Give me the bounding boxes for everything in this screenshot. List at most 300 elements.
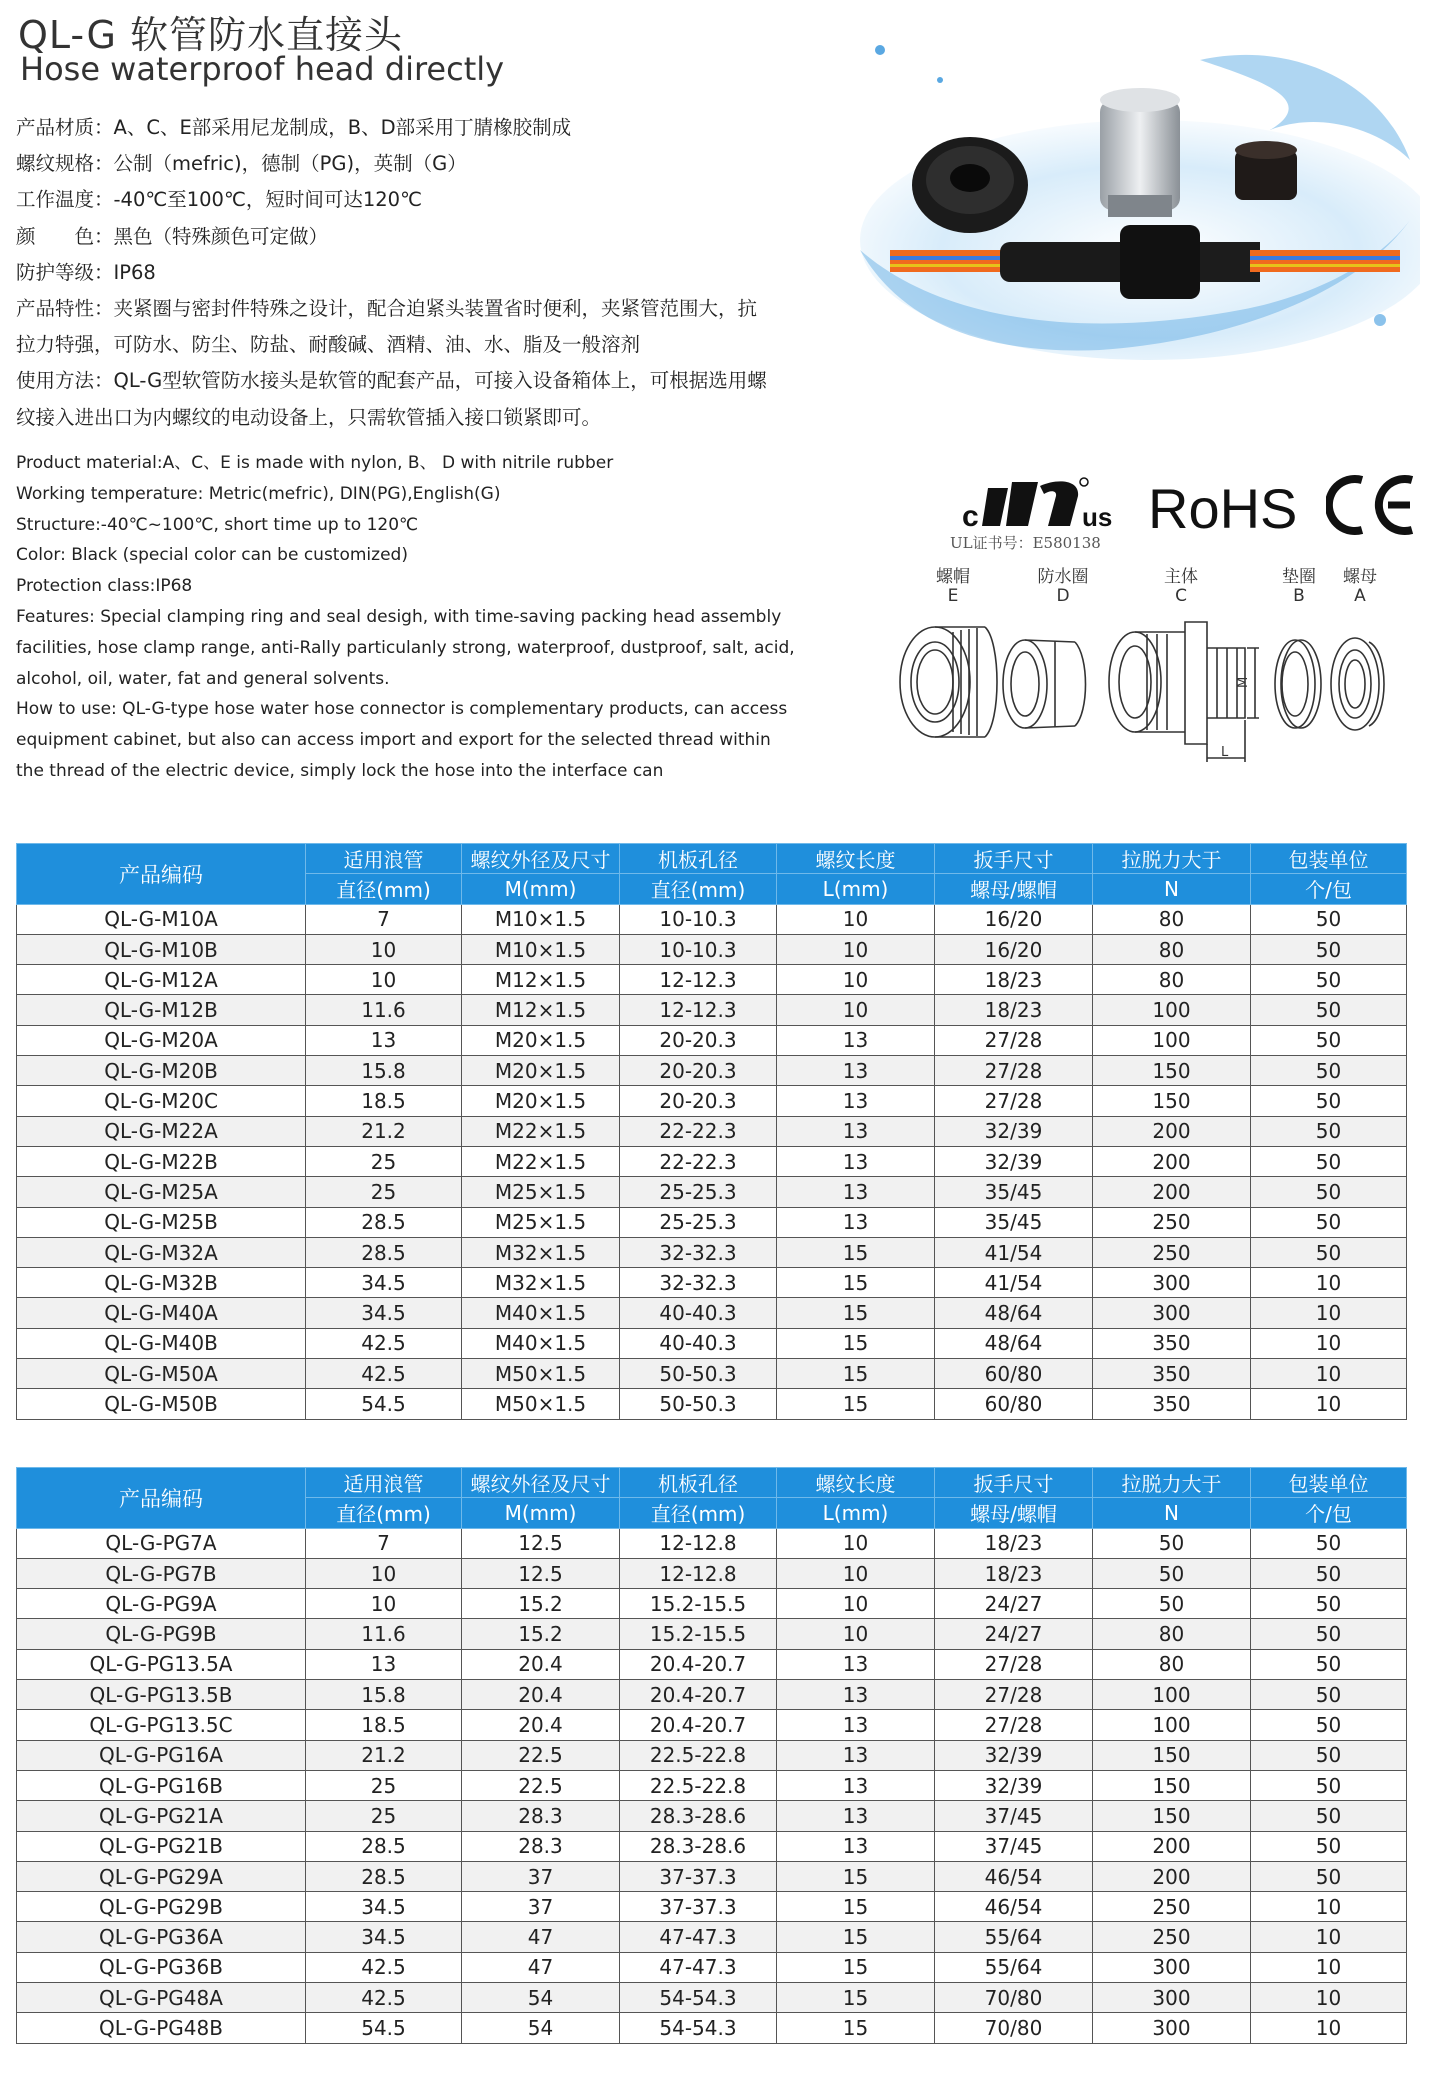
table-cell: 13 [777, 1740, 935, 1770]
table-row [17, 2013, 1407, 2043]
table-cell: 13 [777, 1770, 935, 1800]
table-row [17, 1558, 1407, 1588]
table-cell: 10 [1251, 1359, 1407, 1389]
ce-mark-icon [1326, 472, 1418, 538]
table-cell: 15 [777, 1359, 935, 1389]
table-cell: 21.2 [306, 1740, 462, 1770]
product-code-cell: QL-G-M22A [17, 1116, 306, 1146]
table-cell: 10 [306, 934, 462, 964]
table-cell: 10 [1251, 1983, 1407, 2013]
table-cell: 80 [1093, 965, 1251, 995]
table-row [17, 1710, 1407, 1740]
product-code-cell: QL-G-M50A [17, 1359, 306, 1389]
table-cell: 13 [306, 1649, 462, 1679]
table-cell: 42.5 [306, 1952, 462, 1982]
table-cell: 250 [1093, 1922, 1251, 1952]
table-cell: 27/28 [935, 1025, 1093, 1055]
silver-gland-photo [1100, 88, 1180, 217]
table-cell: 10 [1251, 1922, 1407, 1952]
table-cell: 27/28 [935, 1086, 1093, 1116]
lock-nut-drawing [1331, 638, 1384, 730]
table-cell: 80 [1093, 934, 1251, 964]
table-cell: 18/23 [935, 965, 1093, 995]
table-cell: 350 [1093, 1389, 1251, 1419]
table-cell: M10×1.5 [462, 904, 620, 934]
table-cell: 24/27 [935, 1619, 1093, 1649]
table-cell: 41/54 [935, 1237, 1093, 1267]
table-cell: 37-37.3 [620, 1861, 777, 1891]
table-cell: M40×1.5 [462, 1298, 620, 1328]
table-cell: 50 [1251, 1528, 1407, 1558]
table-cell: 46/54 [935, 1861, 1093, 1891]
table-cell: 15.2-15.5 [620, 1619, 777, 1649]
spec-en-line: the thread of the electric device, simply lock the hose into the interface can [16, 760, 664, 781]
table-cell: M12×1.5 [462, 965, 620, 995]
spec-en-line: Working temperature: Metric(mefric), DIN(PG),English(G) [16, 483, 501, 504]
product-code-cell: QL-G-PG13.5A [17, 1649, 306, 1679]
table-cell: 54 [462, 1983, 620, 2013]
spec-cn-line: 颜 色：黑色（特殊颜色可定做） [16, 224, 329, 248]
table-cell: 13 [777, 1649, 935, 1679]
table-cell: 13 [777, 1680, 935, 1710]
cap-nut-drawing [900, 627, 997, 737]
table-cell: 10 [777, 965, 935, 995]
rohs-mark: RoHS [1148, 477, 1298, 540]
table-cell: M22×1.5 [462, 1116, 620, 1146]
table-cell: 12-12.8 [620, 1528, 777, 1558]
table-cell: 22.5-22.8 [620, 1740, 777, 1770]
table-cell: 16/20 [935, 934, 1093, 964]
parts-exploded-drawing [895, 612, 1395, 767]
table-cell: 13 [777, 1116, 935, 1146]
table-cell: 42.5 [306, 1359, 462, 1389]
spec-en-block [16, 448, 816, 787]
table-header-row [17, 1468, 1407, 1498]
table-cell: 50-50.3 [620, 1389, 777, 1419]
table-cell: 12-12.8 [620, 1558, 777, 1588]
product-code-cell: QL-G-PG9A [17, 1589, 306, 1619]
spec-en-line: equipment cabinet, but also can access import and export for the selected thread within [16, 730, 771, 751]
header-cell: 包装单位 [1251, 844, 1407, 874]
table-cell: 54.5 [306, 2013, 462, 2043]
table-cell: 15 [777, 1328, 935, 1358]
table-cell: 10 [1251, 1298, 1407, 1328]
table-row [17, 1892, 1407, 1922]
table-row [17, 1056, 1407, 1086]
product-code-cell: QL-G-PG29A [17, 1861, 306, 1891]
table-cell: 13 [777, 1710, 935, 1740]
table-cell: 47 [462, 1922, 620, 1952]
header-unit-cell: 个/包 [1251, 874, 1407, 904]
header-cell: 适用浪管 [306, 844, 462, 874]
seal-drawing [1003, 640, 1086, 728]
table-cell: 24/27 [935, 1589, 1093, 1619]
table-cell: 20-20.3 [620, 1086, 777, 1116]
table-cell: 41/54 [935, 1268, 1093, 1298]
part-label-a: 螺母 A [1343, 567, 1377, 606]
product-code-cell: QL-G-M10B [17, 934, 306, 964]
product-code-cell: QL-G-M20C [17, 1086, 306, 1116]
table-cell: 13 [777, 1831, 935, 1861]
product-code-cell: QL-G-M32B [17, 1268, 306, 1298]
header-cell: 适用浪管 [306, 1468, 462, 1498]
table-row [17, 1619, 1407, 1649]
product-code-cell: QL-G-PG21B [17, 1831, 306, 1861]
table-row [17, 934, 1407, 964]
table-cell: 34.5 [306, 1892, 462, 1922]
table-cell: 10 [777, 1589, 935, 1619]
table-cell: 28.5 [306, 1861, 462, 1891]
table-cell: 28.3-28.6 [620, 1831, 777, 1861]
table-cell: 60/80 [935, 1359, 1093, 1389]
table-cell: 20.4-20.7 [620, 1710, 777, 1740]
part-label-b: 垫圈 B [1282, 567, 1316, 606]
svg-text:c: c [962, 500, 979, 533]
header-product-code: 产品编码 [17, 1468, 306, 1529]
table-cell: 20-20.3 [620, 1056, 777, 1086]
table-cell: 100 [1093, 1710, 1251, 1740]
spec-en-line: Product material:A、C、E is made with nylon, B、 D with nitrile rubber [16, 453, 614, 473]
table-cell: 54-54.3 [620, 2013, 777, 2043]
product-code-cell: QL-G-PG21A [17, 1801, 306, 1831]
spec-en-line: facilities, hose clamp range, anti-Rally particulanly strong, waterproof, dustproof, salt, acid, [16, 637, 795, 658]
spec-cn-line: 拉力特强，可防水、防尘、防盐、耐酸碱、酒精、油、水、脂及一般溶剂 [16, 333, 641, 357]
table-cell: 25-25.3 [620, 1207, 777, 1237]
table-cell: 15 [777, 1268, 935, 1298]
table-cell: 250 [1093, 1237, 1251, 1267]
table-row [17, 1268, 1407, 1298]
svg-text:us: us [1082, 502, 1113, 532]
table-cell: 300 [1093, 1268, 1251, 1298]
table-cell: 10 [306, 1558, 462, 1588]
table-cell: 150 [1093, 1770, 1251, 1800]
table-cell: 100 [1093, 1680, 1251, 1710]
table-cell: 15 [777, 1237, 935, 1267]
table-row [17, 1116, 1407, 1146]
table-cell: 13 [777, 1177, 935, 1207]
table-row [17, 1740, 1407, 1770]
product-code-cell: QL-G-M20A [17, 1025, 306, 1055]
table-cell: 50 [1251, 1207, 1407, 1237]
table-cell: 10-10.3 [620, 934, 777, 964]
header-cell: 螺纹外径及尺寸 [462, 844, 620, 874]
table-cell: 200 [1093, 1861, 1251, 1891]
table-cell: 10 [777, 904, 935, 934]
table-cell: 42.5 [306, 1983, 462, 2013]
table-cell: 34.5 [306, 1922, 462, 1952]
table-cell: 50 [1251, 1649, 1407, 1679]
header-cell: 机板孔径 [620, 1468, 777, 1498]
table-cell: 50 [1251, 1680, 1407, 1710]
product-code-cell: QL-G-PG7B [17, 1558, 306, 1588]
table-cell: 25-25.3 [620, 1177, 777, 1207]
table-cell: 80 [1093, 904, 1251, 934]
table-row [17, 1922, 1407, 1952]
product-code-cell: QL-G-PG29B [17, 1892, 306, 1922]
header-cell: 扳手尺寸 [935, 844, 1093, 874]
table-cell: 21.2 [306, 1116, 462, 1146]
table-cell: 47-47.3 [620, 1952, 777, 1982]
table-cell: 20.4 [462, 1680, 620, 1710]
table-cell: 37-37.3 [620, 1892, 777, 1922]
product-code-cell: QL-G-M40A [17, 1298, 306, 1328]
product-code-cell: QL-G-PG48A [17, 1983, 306, 2013]
table-cell: 50 [1251, 1861, 1407, 1891]
black-cap-photo [912, 137, 1028, 233]
table-cell: 150 [1093, 1086, 1251, 1116]
table-cell: 22-22.3 [620, 1116, 777, 1146]
table-cell: M20×1.5 [462, 1086, 620, 1116]
table-cell: 300 [1093, 1298, 1251, 1328]
product-code-cell: QL-G-PG7A [17, 1528, 306, 1558]
table-cell: 15 [777, 1298, 935, 1328]
product-code-cell: QL-G-PG36A [17, 1922, 306, 1952]
table-cell: 50 [1251, 965, 1407, 995]
header-unit-cell: L(mm) [777, 1498, 935, 1528]
table-cell: M25×1.5 [462, 1207, 620, 1237]
table-cell: 35/45 [935, 1207, 1093, 1237]
table-cell: 200 [1093, 1116, 1251, 1146]
table-cell: 40-40.3 [620, 1298, 777, 1328]
table-cell: 200 [1093, 1146, 1251, 1176]
header-unit-cell: 螺母/螺帽 [935, 1498, 1093, 1528]
table-cell: 250 [1093, 1892, 1251, 1922]
product-code-cell: QL-G-M25B [17, 1207, 306, 1237]
table-cell: 50 [1251, 1589, 1407, 1619]
table-cell: 37/45 [935, 1801, 1093, 1831]
part-label-d: 防水圈 D [1037, 567, 1089, 606]
table-cell: 20.4 [462, 1649, 620, 1679]
table-cell: 15.2-15.5 [620, 1589, 777, 1619]
table-cell: 10 [306, 1589, 462, 1619]
metric-spec-table [16, 843, 1407, 1420]
header-cell: 拉脱力大于 [1093, 844, 1251, 874]
table-cell: 70/80 [935, 2013, 1093, 2043]
header-cell: 螺纹长度 [777, 844, 935, 874]
table-cell: 50-50.3 [620, 1359, 777, 1389]
pg-spec-table [16, 1467, 1407, 2044]
header-unit-cell: M(mm) [462, 874, 620, 904]
black-ring-photo [1235, 141, 1297, 200]
table-cell: 350 [1093, 1359, 1251, 1389]
table-cell: 15 [777, 1861, 935, 1891]
table-cell: 28.3-28.6 [620, 1801, 777, 1831]
table-cell: 55/64 [935, 1952, 1093, 1982]
table-row [17, 1359, 1407, 1389]
table-cell: 20.4 [462, 1710, 620, 1740]
table-cell: 100 [1093, 995, 1251, 1025]
table-cell: 55/64 [935, 1922, 1093, 1952]
table-cell: 37 [462, 1892, 620, 1922]
table-cell: 15.8 [306, 1056, 462, 1086]
table-cell: 15.2 [462, 1619, 620, 1649]
table-row [17, 1389, 1407, 1419]
table-cell: 18/23 [935, 995, 1093, 1025]
table-cell: M40×1.5 [462, 1328, 620, 1358]
table-row [17, 995, 1407, 1025]
table-cell: 50 [1251, 1770, 1407, 1800]
header-unit-cell: N [1093, 1498, 1251, 1528]
table-cell: 15 [777, 1389, 935, 1419]
table-cell: 47-47.3 [620, 1922, 777, 1952]
product-code-cell: QL-G-PG9B [17, 1619, 306, 1649]
table-cell: 50 [1251, 1558, 1407, 1588]
table-cell: 150 [1093, 1740, 1251, 1770]
table-cell: 18.5 [306, 1710, 462, 1740]
header-unit-cell: 直径(mm) [620, 1498, 777, 1528]
header-unit-cell: N [1093, 874, 1251, 904]
table-cell: 250 [1093, 1207, 1251, 1237]
table-row [17, 1983, 1407, 2013]
table-cell: 18/23 [935, 1528, 1093, 1558]
table-cell: 50 [1251, 1177, 1407, 1207]
table-cell: 11.6 [306, 995, 462, 1025]
header-cell: 螺纹外径及尺寸 [462, 1468, 620, 1498]
svg-text:M: M [1236, 676, 1251, 688]
table-cell: 34.5 [306, 1298, 462, 1328]
table-cell: 200 [1093, 1177, 1251, 1207]
table-cell: 50 [1251, 1740, 1407, 1770]
product-photo [820, 20, 1420, 380]
table-row [17, 965, 1407, 995]
table-cell: M50×1.5 [462, 1389, 620, 1419]
table-cell: 13 [777, 1801, 935, 1831]
table-cell: 32/39 [935, 1770, 1093, 1800]
table-row [17, 1086, 1407, 1116]
table-cell: 25 [306, 1801, 462, 1831]
table-cell: 13 [777, 1146, 935, 1176]
table-row [17, 1801, 1407, 1831]
table-cell: 34.5 [306, 1268, 462, 1298]
table-cell: 10 [777, 1619, 935, 1649]
table-row [17, 1649, 1407, 1679]
table-cell: 28.5 [306, 1237, 462, 1267]
table-cell: 20-20.3 [620, 1025, 777, 1055]
table-cell: 10 [1251, 2013, 1407, 2043]
table-cell: M32×1.5 [462, 1237, 620, 1267]
table-cell: 13 [777, 1086, 935, 1116]
table-row [17, 1237, 1407, 1267]
table-cell: 15 [777, 1892, 935, 1922]
table-cell: 27/28 [935, 1056, 1093, 1086]
table-cell: 32/39 [935, 1116, 1093, 1146]
table-header-row [17, 844, 1407, 874]
table-row [17, 1025, 1407, 1055]
table-cell: 13 [777, 1056, 935, 1086]
table-cell: 22.5 [462, 1770, 620, 1800]
table-cell: 10 [306, 965, 462, 995]
spec-cn-line: 工作温度：-40℃至100℃，短时间可达120℃ [16, 188, 422, 212]
table-cell: M10×1.5 [462, 934, 620, 964]
ul-certificate-number: UL证书号：E580138 [950, 534, 1101, 552]
product-code-cell: QL-G-PG36B [17, 1952, 306, 1982]
table-cell: 54-54.3 [620, 1983, 777, 2013]
product-code-cell: QL-G-M12B [17, 995, 306, 1025]
table-cell: 7 [306, 904, 462, 934]
table-cell: 10 [1251, 1328, 1407, 1358]
table-cell: 15.8 [306, 1680, 462, 1710]
pg-table-body [17, 1528, 1407, 2043]
header-cell: 机板孔径 [620, 844, 777, 874]
table-cell: 32-32.3 [620, 1237, 777, 1267]
table-cell: 32/39 [935, 1740, 1093, 1770]
spec-cn-line: 螺纹规格：公制（mefric)，德制（PG)，英制（G） [16, 152, 467, 176]
table-row [17, 1680, 1407, 1710]
table-row [17, 904, 1407, 934]
table-cell: 50 [1093, 1528, 1251, 1558]
table-cell: 10 [1251, 1268, 1407, 1298]
header-unit-cell: 直径(mm) [306, 874, 462, 904]
title-en: Hose waterproof head directly [20, 50, 505, 88]
svg-text:L: L [1221, 745, 1229, 760]
spec-en-line: alcohol, oil, water, fat and general solvents. [16, 668, 390, 689]
table-cell: 50 [1251, 934, 1407, 964]
table-cell: 16/20 [935, 904, 1093, 934]
header-unit-cell: 直径(mm) [306, 1498, 462, 1528]
table-cell: 54 [462, 2013, 620, 2043]
table-cell: 42.5 [306, 1328, 462, 1358]
table-row [17, 1328, 1407, 1358]
header-unit-cell: L(mm) [777, 874, 935, 904]
table-cell: 37/45 [935, 1831, 1093, 1861]
table-cell: 50 [1093, 1558, 1251, 1588]
table-row [17, 1952, 1407, 1982]
spec-cn-line: 产品材质：A、C、E部采用尼龙制成，B、D部采用丁腈橡胶制成 [16, 116, 572, 139]
header-unit-cell: M(mm) [462, 1498, 620, 1528]
table-cell: 10 [777, 1528, 935, 1558]
product-code-cell: QL-G-M50B [17, 1389, 306, 1419]
table-row [17, 1589, 1407, 1619]
table-cell: 80 [1093, 1649, 1251, 1679]
table-cell: 13 [777, 1207, 935, 1237]
ul-listed-logo [960, 468, 1130, 538]
table-cell: 22-22.3 [620, 1146, 777, 1176]
table-cell: 28.3 [462, 1801, 620, 1831]
header-cell: 螺纹长度 [777, 1468, 935, 1498]
table-cell: 22.5-22.8 [620, 1770, 777, 1800]
metric-table-body [17, 904, 1407, 1419]
table-cell: 150 [1093, 1801, 1251, 1831]
product-code-cell: QL-G-PG48B [17, 2013, 306, 2043]
product-code-cell: QL-G-PG13.5C [17, 1710, 306, 1740]
spec-en-line: How to use: QL-G-type hose water hose connector is complementary products, can access [16, 699, 788, 720]
table-cell: 32-32.3 [620, 1268, 777, 1298]
table-cell: 12.5 [462, 1558, 620, 1588]
table-cell: 11.6 [306, 1619, 462, 1649]
washer-drawing [1275, 640, 1321, 728]
table-cell: M20×1.5 [462, 1056, 620, 1086]
table-cell: 12-12.3 [620, 995, 777, 1025]
product-code-cell: QL-G-PG16B [17, 1770, 306, 1800]
part-label-e: 螺帽 E [936, 567, 970, 606]
product-code-cell: QL-G-M25A [17, 1177, 306, 1207]
body-drawing [1109, 622, 1259, 762]
table-cell: 28.5 [306, 1207, 462, 1237]
table-cell: 27/28 [935, 1649, 1093, 1679]
table-cell: 46/54 [935, 1892, 1093, 1922]
table-cell: 70/80 [935, 1983, 1093, 2013]
table-cell: 25 [306, 1146, 462, 1176]
table-cell: 150 [1093, 1056, 1251, 1086]
table-cell: 54.5 [306, 1389, 462, 1419]
table-cell: 27/28 [935, 1680, 1093, 1710]
table-cell: 300 [1093, 1983, 1251, 2013]
table-row [17, 1146, 1407, 1176]
table-cell: 18/23 [935, 1558, 1093, 1588]
product-code-cell: QL-G-PG13.5B [17, 1680, 306, 1710]
table-cell: 60/80 [935, 1389, 1093, 1419]
table-cell: 35/45 [935, 1177, 1093, 1207]
